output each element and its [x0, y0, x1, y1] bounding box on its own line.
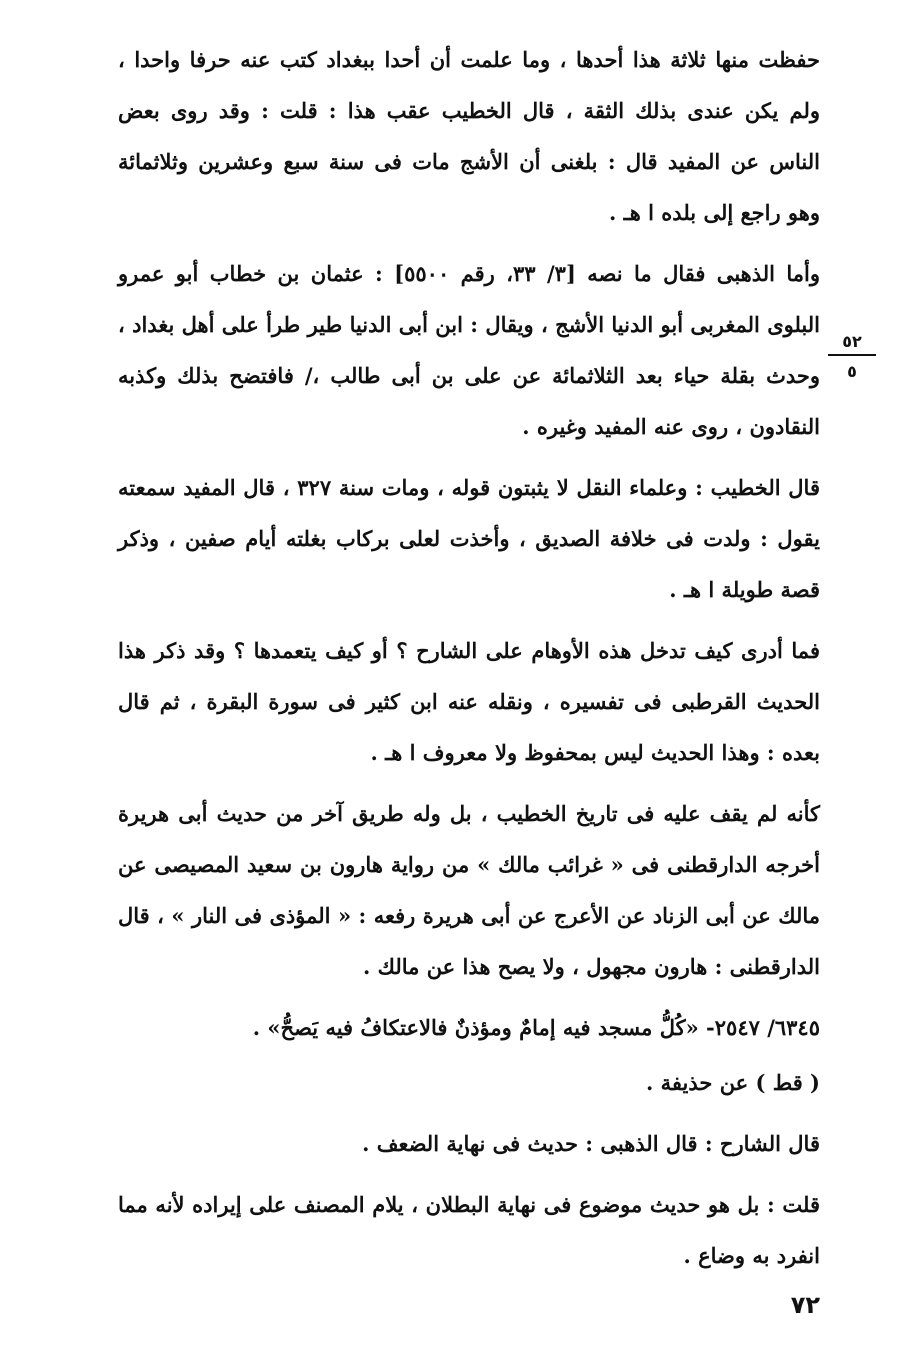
commentary-2: قلت : بل هو حديث موضوع فى نهاية البطلان ، يلام المصنف على إيراده لأنه مما انفرد به وضاع . [118, 1192, 820, 1268]
paragraph-5: كأنه لم يقف عليه فى تاريخ الخطيب ، بل وله طريق آخر من حديث أبى هريرة أخرجه الدارقطنى فى « غرائب مالك » من رواية هارون بن سعيد المصيصى عن مالك عن أبى الزناد عن الأعرج عن أبى هريرة رفعه : « المؤذى فى النار » ، قال الدارقطنى : هارون مجهول ، ولا يصح هذا عن مالك . [118, 801, 820, 979]
margin-reference-bottom: ٥ [847, 362, 857, 381]
paragraph-1: حفظت منها ثلاثة هذا أحدها ، وما علمت أن أحدا ببغداد كتب عنه حرفا واحدا ، ولم يكن عندى بذلك الثقة ، قال الخطيب عقب هذا : قلت : وقد روى بعض الناس عن المفيد قال : بلغنى أن الأشج مات فى سنة سبع وعشرين وثلاثمائة وهو راجع إلى بلده ا هـ . [118, 47, 820, 225]
margin-reference-rule [828, 354, 876, 356]
page-number: ٧٢ [790, 1291, 820, 1319]
body-text [118, 34, 820, 1291]
paragraph-2: وأما الذهبى فقال ما نصه [٣/ ٣٣، رقم ٥٥٠٠] : عثمان بن خطاب أبو عمرو البلوى المغربى أبو الدنيا الأشج ، ويقال : ابن أبى الدنيا طير طرأ على أهل بغداد ، وحدث بقلة حياء بعد الثلاثمائة عن على بن أبى طالب ،/ فافتضح بذلك وكذبه النقادون ، روى عنه المفيد وغيره . [118, 261, 821, 439]
margin-reference-top: ٥٢ [842, 332, 862, 351]
hadith-source: ( قط ) عن حذيفة . [646, 1070, 820, 1095]
margin-reference [822, 332, 882, 382]
paragraph-4: فما أدرى كيف تدخل هذه الأوهام على الشارح ؟ أو كيف يتعمدها ؟ وقد ذكر هذا الحديث القرطبى فى تفسيره ، ونقله عنه ابن كثير فى سورة البقرة ، ثم قال بعده : وهذا الحديث ليس بمحفوظ ولا معروف ا هـ . [118, 638, 820, 765]
paragraph-3: قال الخطيب : وعلماء النقل لا يثبتون قوله ، ومات سنة ٣٢٧ ، قال المفيد سمعته يقول : ولدت فى خلافة الصديق ، وأخذت لعلى بركاب بغلته أيام صفين ، وذكر قصة طويلة ا هـ . [118, 475, 820, 602]
hadith-text: ٦٣٤٥/ ٢٥٤٧- «كُلُّ مسجد فيه إمامٌ ومؤذنٌ فالاعتكافُ فيه يَصحُّ» . [252, 1015, 820, 1040]
commentary-1: قال الشارح : قال الذهبى : حديث فى نهاية الضعف . [362, 1131, 820, 1156]
